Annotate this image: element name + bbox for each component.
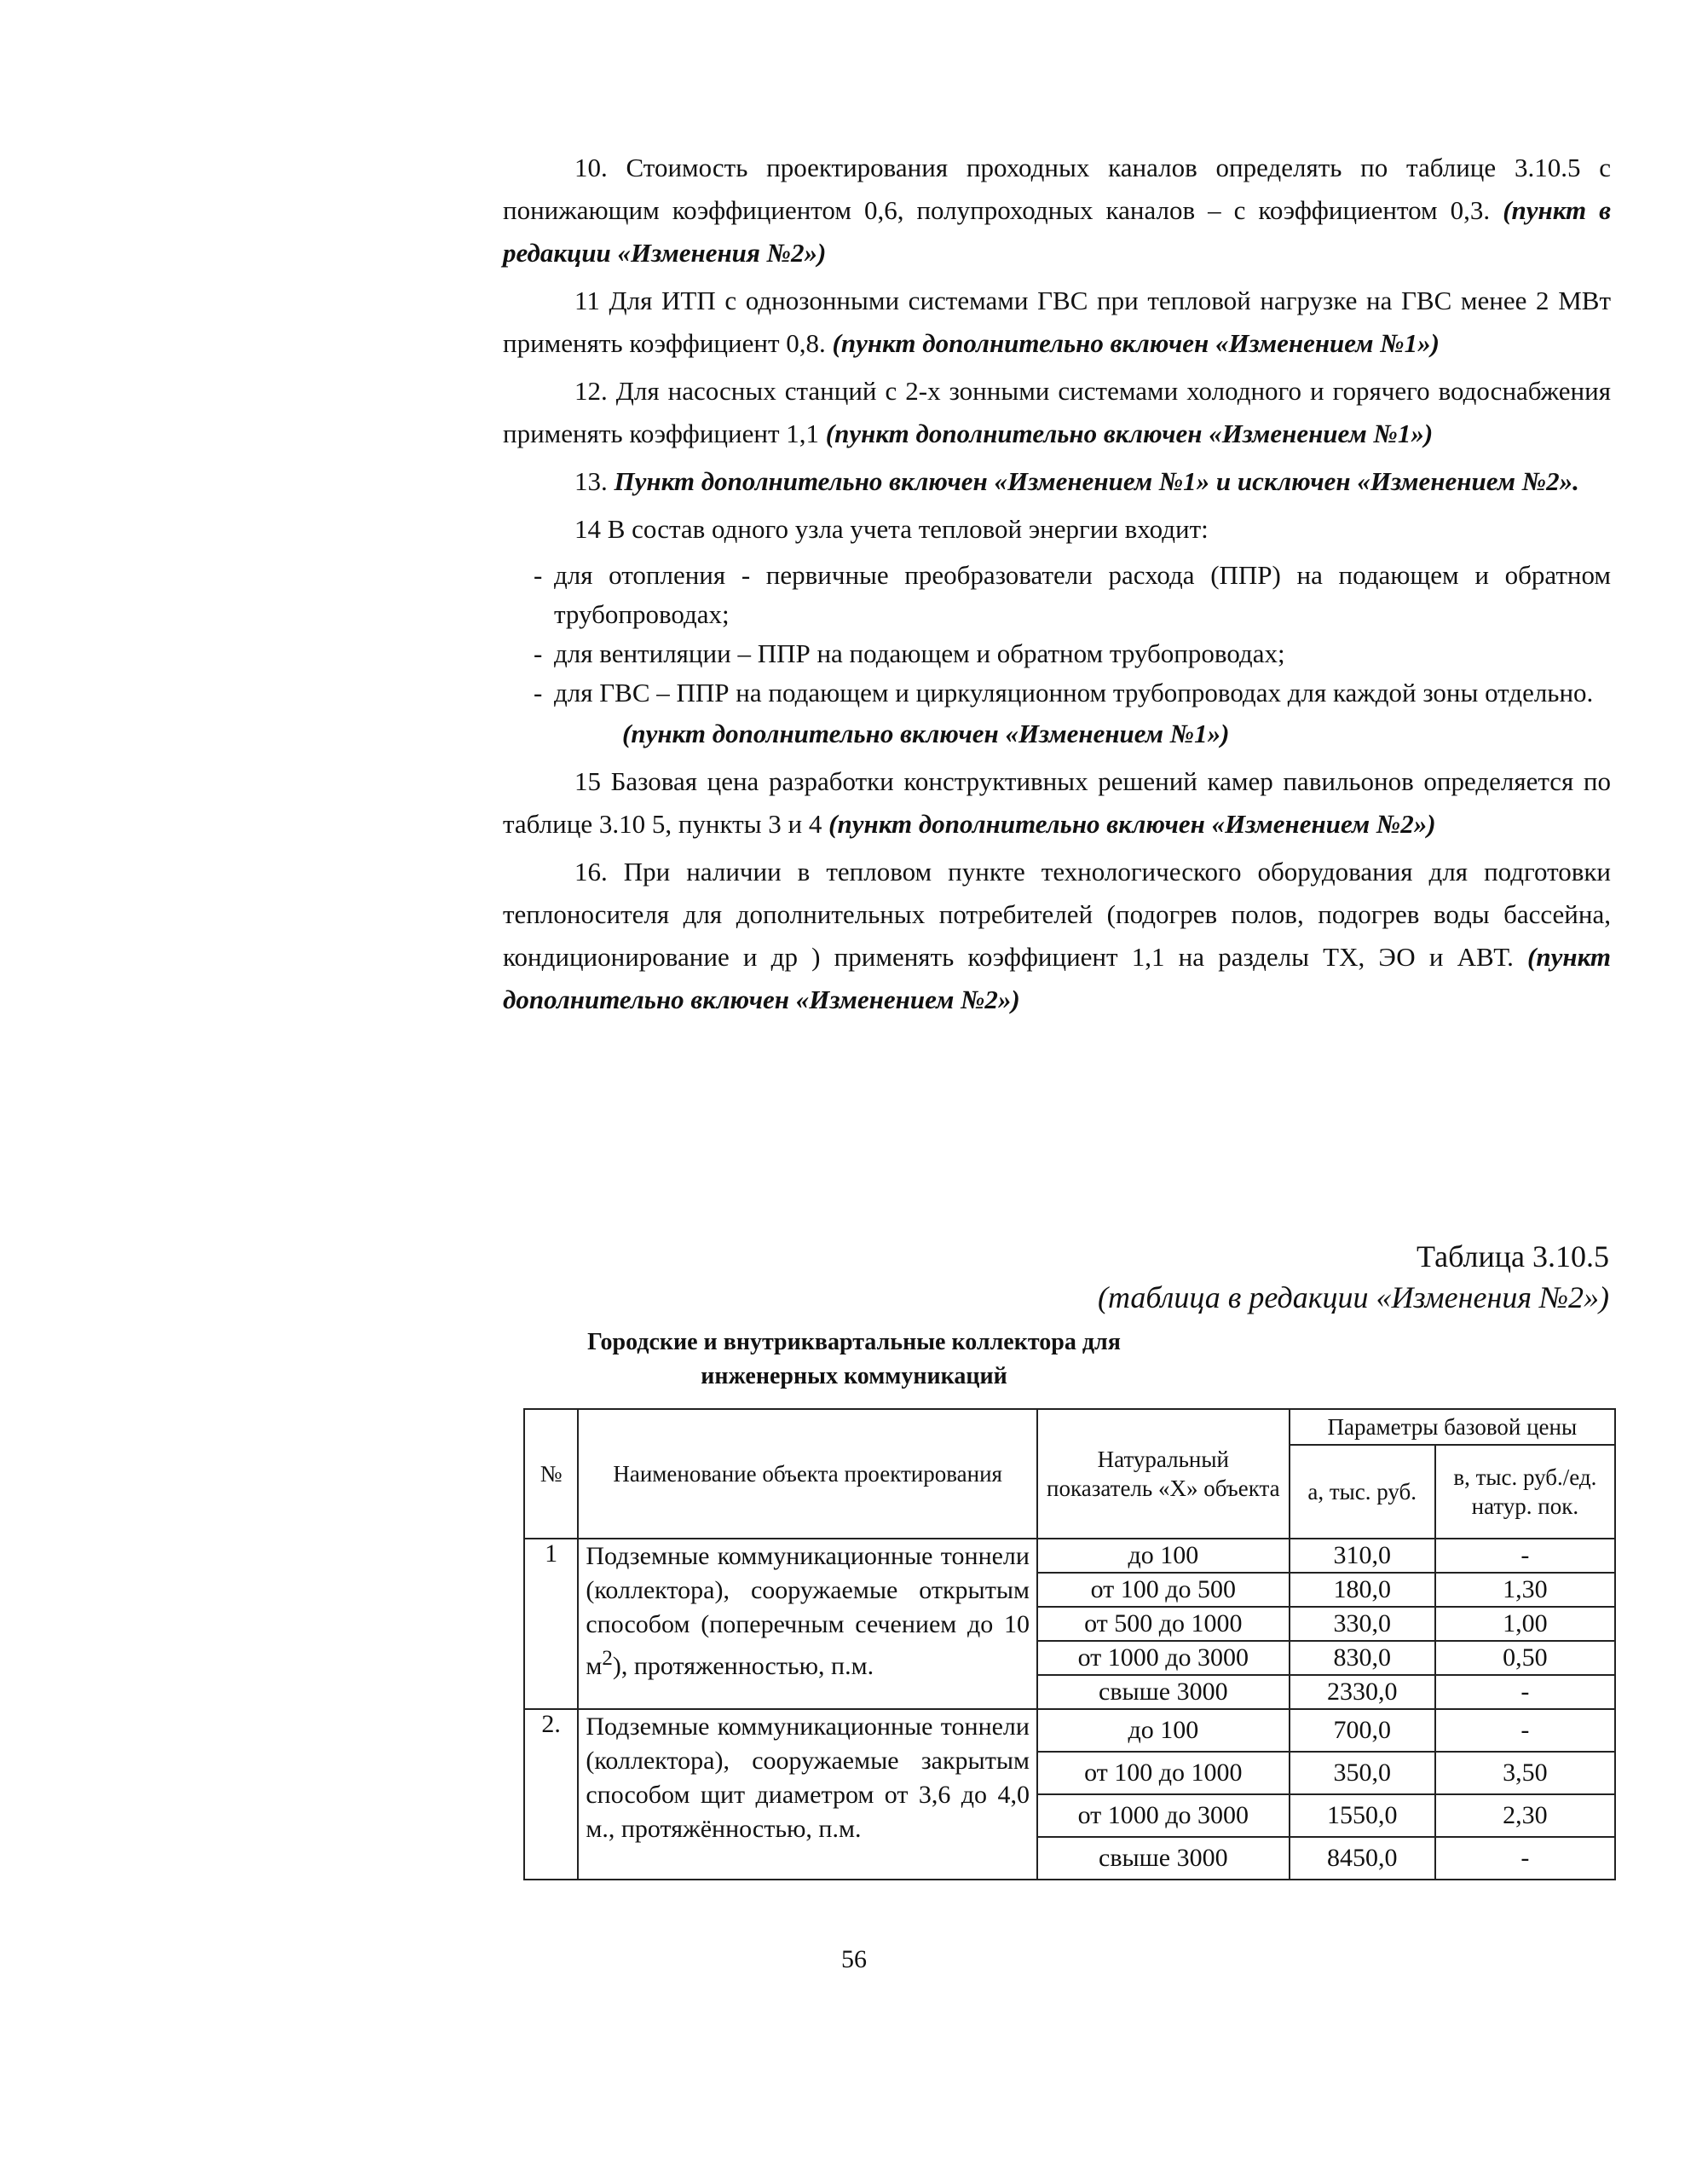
value-b: 0,50 <box>1435 1641 1615 1675</box>
x-range: от 1000 до 3000 <box>1037 1641 1290 1675</box>
value-a: 1550,0 <box>1290 1794 1435 1837</box>
value-b: 1,30 <box>1435 1573 1615 1607</box>
value-b: 3,50 <box>1435 1752 1615 1794</box>
price-table <box>523 1408 1616 1880</box>
value-b: - <box>1435 1709 1615 1752</box>
paragraph-16: 16. При наличии в тепловом пункте технологического оборудования для подготовки теплоносителя для дополнительных потребителей (подогрев полов, подогрев воды бассейна, кондиционирование и др ) применять коэффициент 1,1 на разделы ТХ, ЭО и АВТ. (пункт дополнительно включен «Изменением №2») <box>503 857 1611 1014</box>
x-range: от 100 до 500 <box>1037 1573 1290 1607</box>
row-number: 1 <box>524 1539 578 1709</box>
amendment-note: (пункт дополнительно включен «Изменением №1») <box>622 719 1230 748</box>
body-text <box>503 147 1611 1026</box>
value-a: 330,0 <box>1290 1607 1435 1641</box>
x-range: свыше 3000 <box>1037 1837 1290 1880</box>
value-b: - <box>1435 1675 1615 1709</box>
value-b: 1,00 <box>1435 1607 1615 1641</box>
x-range: от 1000 до 3000 <box>1037 1794 1290 1837</box>
value-a: 700,0 <box>1290 1709 1435 1752</box>
table-header-row <box>524 1409 1615 1445</box>
value-b: - <box>1435 1539 1615 1573</box>
paragraph-10: 10. Стоимость проектирования проходных каналов определять по таблице 3.10.5 с понижающим коэффициентом 0,6, полупроходных каналов – с коэффициентом 0,3. (пункт в редакции «Изменения №2») <box>503 153 1612 268</box>
paragraph-14: 14 В состав одного узла учета тепловой энергии входит: <box>574 514 1209 544</box>
col-header-b: в, тыс. руб./ед. натур. пок. <box>1435 1445 1615 1539</box>
paragraph-13: 13. Пункт дополнительно включен «Изменением №1» и исключен «Изменением №2». <box>574 466 1579 496</box>
value-a: 830,0 <box>1290 1641 1435 1675</box>
col-header-a: а, тыс. руб. <box>1290 1445 1435 1539</box>
object-name: Подземные коммуникационные тоннели (коллектора), сооружаемые открытым способом (поперечным сечением до 10 $м^2$), протяженностью, п.м. <box>578 1539 1037 1709</box>
value-b: - <box>1435 1837 1615 1880</box>
col-header-no: № <box>524 1409 578 1539</box>
amendment-note: Пункт дополнительно включен «Изменением №1» и исключен «Изменением №2». <box>614 466 1579 496</box>
x-range: свыше 3000 <box>1037 1675 1290 1709</box>
list-item: - для ГВС – ППР на подающем и циркуляционном трубопроводах для каждой зоны отдельно. <box>534 678 1594 707</box>
value-b: 2,30 <box>1435 1794 1615 1837</box>
table-row <box>524 1709 1615 1752</box>
paragraph-15: 15 Базовая цена разработки конструктивных решений камер павильонов определяется по таблице 3.10 5, пункты 3 и 4 (пункт дополнительно включен «Изменением №2») <box>503 766 1611 839</box>
page-number: 56 <box>841 1945 867 1973</box>
col-header-x: Натуральный показатель «Х» объекта <box>1037 1409 1290 1539</box>
value-a: 310,0 <box>1290 1539 1435 1573</box>
amendment-note: (пункт в редакции «Изменения №2») <box>503 195 1612 268</box>
list-item: - для вентиляции – ППР на подающем и обратном трубопроводах; <box>534 638 1285 668</box>
col-header-name: Наименование объекта проектирования <box>578 1409 1037 1539</box>
amendment-note: (пункт дополнительно включен «Изменением №2») <box>503 942 1611 1014</box>
value-a: 8450,0 <box>1290 1837 1435 1880</box>
list-item: - для отопления - первичные преобразователи расхода (ППР) на подающем и обратном трубопроводах; <box>534 560 1611 629</box>
value-a: 180,0 <box>1290 1573 1435 1607</box>
value-a: 2330,0 <box>1290 1675 1435 1709</box>
object-name: Подземные коммуникационные тоннели (коллектора), сооружаемые закрытым способом щит диаметром от 3,6 до 4,0 м., протяжённостью, п.м. <box>578 1709 1037 1880</box>
meter-unit-list <box>503 556 1611 713</box>
x-range: до 100 <box>1037 1539 1290 1573</box>
table-caption <box>1098 1236 1609 1318</box>
table-row <box>524 1539 1615 1573</box>
table-title: Городские и внутриквартальные коллектора для инженерных коммуникаций <box>587 1329 1121 1389</box>
amendment-note: (пункт дополнительно включен «Изменением №1») <box>832 328 1440 358</box>
amendment-note: (пункт дополнительно включен «Изменением №1») <box>825 419 1434 448</box>
x-range: от 500 до 1000 <box>1037 1607 1290 1641</box>
col-header-params: Параметры базовой цены <box>1290 1409 1615 1445</box>
x-range: до 100 <box>1037 1709 1290 1752</box>
amendment-note: (пункт дополнительно включен «Изменением №2») <box>828 809 1436 839</box>
value-a: 350,0 <box>1290 1752 1435 1794</box>
table-number: Таблица 3.10.5 <box>1417 1239 1609 1273</box>
paragraph-11: 11 Для ИТП с однозонными системами ГВС при тепловой нагрузке на ГВС менее 2 МВт применять коэффициент 0,8. (пункт дополнительно включен «Изменением №1») <box>503 286 1611 358</box>
table-amendment-note: (таблица в редакции «Изменения №2») <box>1098 1280 1609 1314</box>
x-range: от 100 до 1000 <box>1037 1752 1290 1794</box>
row-number: 2. <box>524 1709 578 1880</box>
paragraph-12: 12. Для насосных станций с 2-х зонными системами холодного и горячего водоснабжения применять коэффициент 1,1 (пункт дополнительно включен «Изменением №1») <box>503 376 1611 448</box>
